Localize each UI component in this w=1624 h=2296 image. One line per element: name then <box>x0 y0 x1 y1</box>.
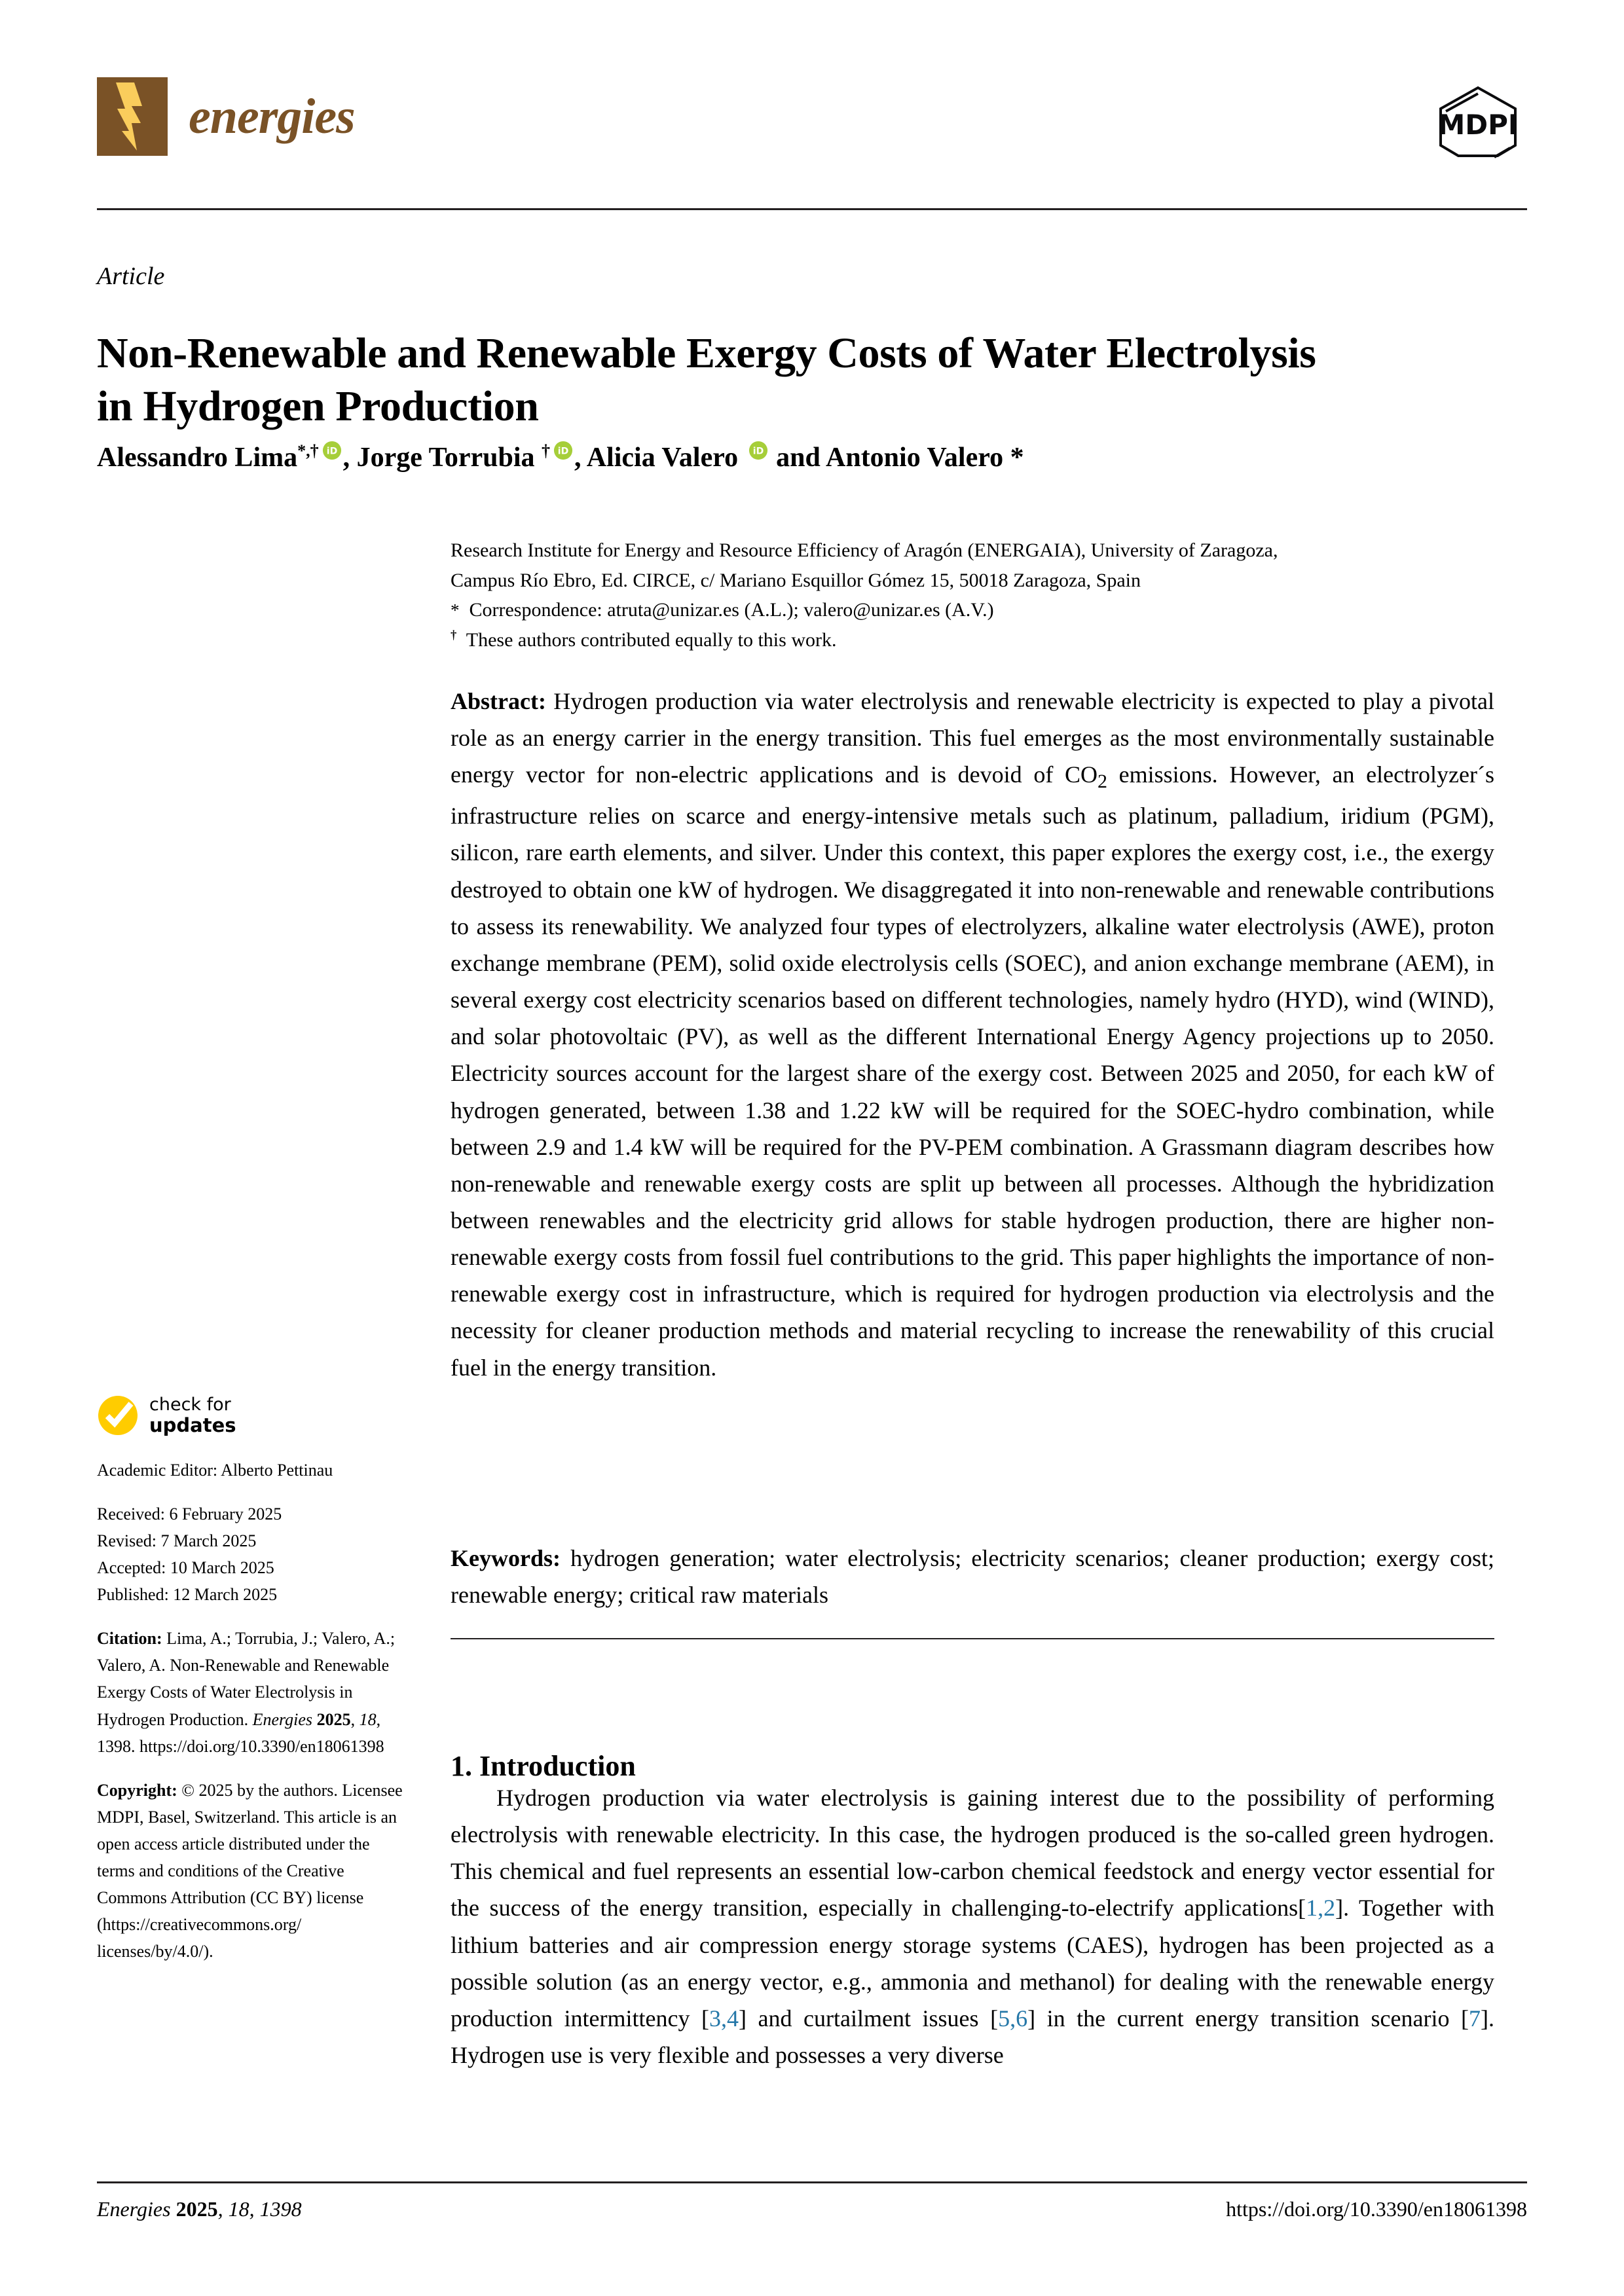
citation-volume: 18 <box>359 1709 377 1729</box>
footer-journal: Energies <box>97 2197 171 2221</box>
abstract-section <box>451 683 1494 1386</box>
keywords-divider <box>451 1638 1494 1639</box>
equal-contribution-note <box>451 625 1494 655</box>
intro-text-2: ]. Together with lithium batteries and air compression energy storage systems (CAES), hydrogen has been projected as a possible solution (as an energy vector, e.g., ammonia and methanol) for dealing with the renewable energy production intermittency [ <box>451 1895 1495 2032</box>
equal-contribution-mark: † <box>451 628 457 642</box>
svg-text:iD: iD <box>752 446 764 457</box>
co2-subscript: 2 <box>1097 771 1107 793</box>
author-marks-1: *,† <box>297 441 319 460</box>
date-accepted: Accepted: 10 March 2025 <box>97 1558 274 1578</box>
intro-text-4: ] in the current energy transition scenario [ <box>1027 2005 1469 2032</box>
journal-name: energies <box>189 89 355 144</box>
date-received: Received: 6 February 2025 <box>97 1504 282 1524</box>
introduction-body <box>451 1779 1494 2073</box>
intro-text-3: ] and curtailment issues [ <box>738 2005 999 2032</box>
citation-journal: Energies <box>252 1709 313 1729</box>
orcid-icon[interactable] <box>553 441 573 460</box>
citation-text: Lima, A.; Torrubia, J.; Valero, A.; Valero, A. Non-Renewable and Renewable Exergy Costs of Water Electrolysis in Hydrogen Production. <box>97 1629 396 1729</box>
check-for-updates-line-1: check for <box>149 1394 231 1415</box>
author-marks-2: † <box>542 441 551 460</box>
orcid-icon[interactable] <box>748 441 768 460</box>
affiliation-line-2: Campus Río Ebro, Ed. CIRCE, c/ Mariano Esquillor Gómez 15, 50018 Zaragoza, Spain <box>451 569 1141 591</box>
correspondence-mark: * <box>451 600 460 621</box>
mdpi-logo-icon <box>1429 82 1527 160</box>
keywords-label: Keywords: <box>451 1545 561 1571</box>
copyright-block <box>97 1777 405 1965</box>
bolt-glyph <box>111 82 154 151</box>
check-for-updates-line-2: updates <box>149 1414 236 1437</box>
intro-text-5: ]. Hydrogen use is very flexible and possesses a very diverse <box>451 2005 1494 2069</box>
footer-year: 2025 <box>175 2197 218 2221</box>
header-divider <box>97 208 1527 210</box>
footer-doi-link[interactable]: https://doi.org/10.3390/en18061398 <box>1226 2197 1527 2221</box>
academic-editor: Academic Editor: Alberto Pettinau <box>97 1460 333 1480</box>
orcid-icon[interactable] <box>322 441 342 460</box>
svg-text:iD: iD <box>326 446 337 457</box>
svg-text:iD: iD <box>557 446 569 457</box>
author-list <box>97 440 1472 476</box>
footer-volume-article: , 18, 1398 <box>217 2197 302 2221</box>
abstract-text-part2: emissions. However, an electrolyzer´s infrastructure relies on scarce and energy-intensive metals such as platinum, palladium, iridium (PGM), silicon, rare earth elements, and silver. Under this context, this paper explores the exergy cost, i.e., the exergy destroyed to obtain one kW of hydrogen. We disaggregated it into non-renewable and renewable contributions to assess its renewability. We analyzed four types of electrolyzers, alkaline water electrolysis (AWE), proton exchange membrane (PEM), solid oxide electrolysis cells (SOEC), and anion exchange membrane (AEM), in several exergy cost electricity scenarios based on different technologies, namely hydro (HYD), wind (WIND), and solar photovoltaic (PV), as well as the different International Energy Agency projections up to 2050. Electricity sources account for the largest share of the exergy cost. Between 2025 and 2050, for each kW of hydrogen generated, between 1.38 and 1.22 kW will be required for the SOEC-hydro combination, while between 2.9 and 1.4 kW will be required for the PV-PEM combination. A Grassmann diagram describes how non-renewable and renewable exergy costs are split up between all processes. Although the hybridization between renewables and the electricity grid allows for stable hydrogen production, there are higher non-renewable exergy costs from fossil fuel contributions to the grid. This paper highlights the importance of non-renewable exergy cost in infrastructure, which is required for hydrogen production via electrolysis and the necessity for cleaner production methods and material recycling to increase the renewability of this crucial fuel in the energy transition. <box>451 761 1494 1381</box>
citation-block: Citation: Lima, A.; Torrubia, J.; Valero, A.; Valero, A. Non-Renewable and Renewable Exergy Costs of Water Electrolysis in Hydrogen Production. Energies 2025, 18, 1398. https://doi.org/10.3390/en18061398 <box>97 1629 396 1756</box>
correspondence-note <box>451 595 1494 625</box>
journal-masthead <box>97 77 1527 162</box>
publication-dates-block <box>97 1501 405 1608</box>
footer-citation <box>97 2197 302 2221</box>
citation-doi-link[interactable]: doi.org/10.3390/en18061398 <box>187 1736 384 1756</box>
reference-link-2[interactable]: 3,4 <box>709 2005 739 2032</box>
check-circle-icon <box>97 1394 139 1436</box>
author-name-1: Alessandro Lima <box>97 443 298 473</box>
date-published: Published: 12 March 2025 <box>97 1585 278 1605</box>
keywords-text: hydrogen generation; water electrolysis; electricity scenarios; cleaner production; exergy cost; renewable energy; critical raw materials <box>451 1545 1494 1609</box>
date-revised: Revised: 7 March 2025 <box>97 1531 257 1551</box>
reference-link-4[interactable]: 7 <box>1468 2005 1481 2032</box>
author-name-3: , Alicia Valero <box>574 443 745 473</box>
citation-article-number: , 1398. https:// <box>97 1709 381 1756</box>
article-type-label: Article <box>97 263 165 290</box>
citation-label: Citation: <box>97 1629 162 1649</box>
lightning-bolt-icon <box>97 77 168 156</box>
affiliation-line-1: Research Institute for Energy and Resource Efficiency of Aragón (ENERGAIA), University of Zaragoza, <box>451 539 1278 561</box>
abstract-text-part1: Hydrogen production via water electrolysis and renewable electricity is expected to play a pivotal role as an energy carrier in the energy transition. This fuel emerges as the most environmentally sustainable energy vector for non-electric applications and is devoid of CO <box>451 688 1494 788</box>
energies-logo <box>97 77 355 156</box>
equal-contribution-text: These authors contributed equally to this work. <box>466 629 837 651</box>
copyright-label: Copyright: <box>97 1780 177 1800</box>
section-heading-introduction: 1. Introduction <box>451 1749 636 1782</box>
metadata-sidebar <box>97 1394 405 1982</box>
abstract-label: Abstract: <box>451 688 546 714</box>
footer-divider <box>97 2181 1527 2183</box>
intro-text-1: Hydrogen production via water electrolysis is gaining interest due to the possibility of performing electrolysis with renewable electricity. In this case, the hydrogen produced is the so-called green hydrogen. This chemical and fuel represents an essential low-carbon chemical feedstock and energy vector essential for the success of the energy transition, especially in challenging-to-electrify applications[ <box>451 1785 1494 1922</box>
affiliation-block <box>451 536 1494 655</box>
author-name-2: , Jorge Torrubia <box>342 443 542 473</box>
citation-year: 2025 <box>316 1709 351 1729</box>
svg-text:MDPI: MDPI <box>1437 109 1519 141</box>
keywords-section <box>451 1540 1494 1613</box>
check-for-updates-badge[interactable] <box>97 1394 405 1437</box>
page-title: Non-Renewable and Renewable Exergy Costs of Water Electrolysis in Hydrogen Production <box>97 329 1316 431</box>
author-name-4: and Antonio Valero * <box>769 443 1024 473</box>
copyright-text: © 2025 by the authors. Licensee MDPI, Basel, Switzerland. This article is an open access article distributed under the terms and conditions of the Creative Commons Attribution (CC BY) license (https://creativecommons.org/ licenses/by/4.0/). <box>97 1780 403 1961</box>
reference-link-1[interactable]: 1,2 <box>1306 1895 1336 1922</box>
correspondence-text: Correspondence: atruta@unizar.es (A.L.); valero@unizar.es (A.V.) <box>469 599 994 621</box>
check-for-updates-label <box>149 1394 236 1437</box>
introduction-paragraph <box>451 1779 1494 2073</box>
academic-editor-block <box>97 1457 405 1484</box>
reference-link-3[interactable]: 5,6 <box>998 2005 1028 2032</box>
